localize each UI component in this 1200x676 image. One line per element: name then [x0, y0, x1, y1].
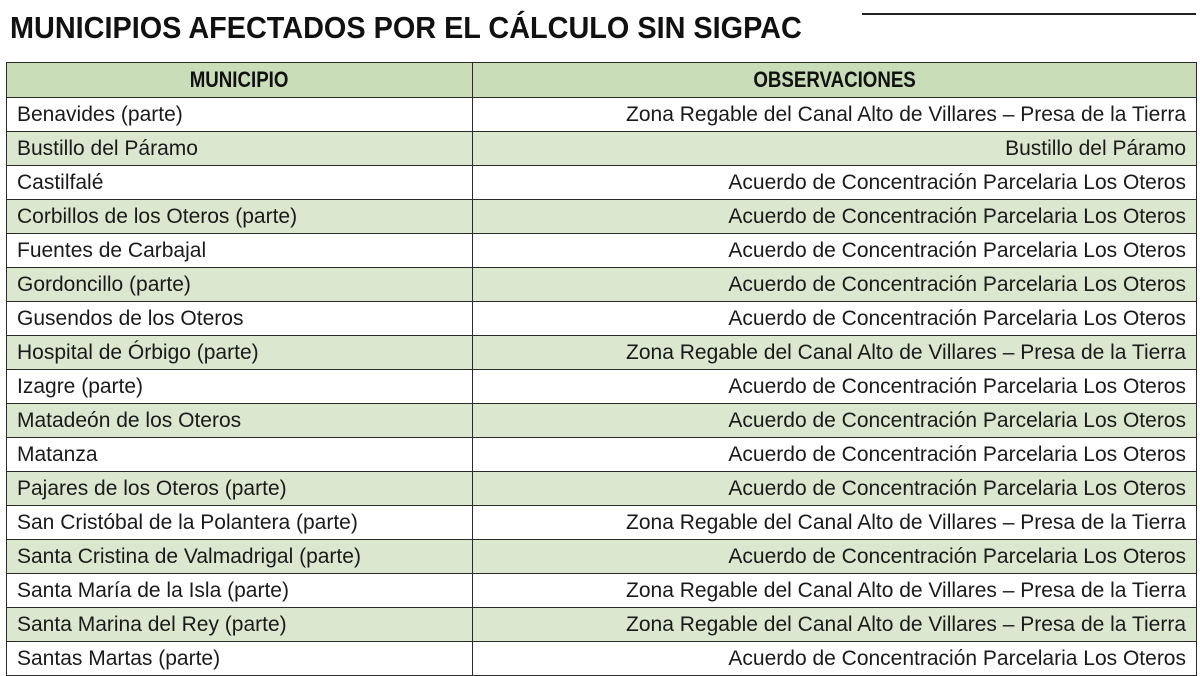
cell-municipio: Fuentes de Carbajal	[7, 234, 473, 268]
cell-observaciones: Acuerdo de Concentración Parcelaria Los Oteros	[473, 234, 1197, 268]
cell-municipio: Castilfalé	[7, 166, 473, 200]
cell-municipio: Bustillo del Páramo	[7, 132, 473, 166]
cell-observaciones: Zona Regable del Canal Alto de Villares – Presa de la Tierra	[473, 506, 1197, 540]
column-header-observaciones: OBSERVACIONES	[473, 63, 1197, 98]
column-header-municipio: MUNICIPIO	[7, 63, 473, 98]
table-row	[7, 166, 1197, 200]
cell-municipio: San Cristóbal de la Polantera (parte)	[7, 506, 473, 540]
municipios-table	[6, 62, 1197, 676]
table-row	[7, 540, 1197, 574]
cell-municipio: Santas Martas (parte)	[7, 642, 473, 676]
cell-observaciones: Acuerdo de Concentración Parcelaria Los Oteros	[473, 438, 1197, 472]
table-row	[7, 200, 1197, 234]
cell-observaciones: Zona Regable del Canal Alto de Villares – Presa de la Tierra	[473, 336, 1197, 370]
cell-observaciones: Acuerdo de Concentración Parcelaria Los Oteros	[473, 540, 1197, 574]
cell-municipio: Santa Cristina de Valmadrigal (parte)	[7, 540, 473, 574]
table-body	[7, 98, 1197, 676]
table-row	[7, 574, 1197, 608]
cell-observaciones: Acuerdo de Concentración Parcelaria Los Oteros	[473, 404, 1197, 438]
table-row	[7, 98, 1197, 132]
cell-observaciones: Acuerdo de Concentración Parcelaria Los Oteros	[473, 268, 1197, 302]
table-row	[7, 268, 1197, 302]
cell-municipio: Santa Marina del Rey (parte)	[7, 608, 473, 642]
table-row	[7, 472, 1197, 506]
cell-observaciones: Acuerdo de Concentración Parcelaria Los Oteros	[473, 166, 1197, 200]
cell-observaciones: Zona Regable del Canal Alto de Villares – Presa de la Tierra	[473, 98, 1197, 132]
cell-municipio: Benavides (parte)	[7, 98, 473, 132]
cell-municipio: Izagre (parte)	[7, 370, 473, 404]
cell-observaciones: Acuerdo de Concentración Parcelaria Los Oteros	[473, 200, 1197, 234]
cell-observaciones: Acuerdo de Concentración Parcelaria Los Oteros	[473, 302, 1197, 336]
table-row	[7, 302, 1197, 336]
cell-municipio: Matanza	[7, 438, 473, 472]
table-row	[7, 132, 1197, 166]
cell-observaciones: Acuerdo de Concentración Parcelaria Los Oteros	[473, 472, 1197, 506]
table-header-row	[7, 63, 1197, 98]
table-row	[7, 642, 1197, 676]
cell-observaciones: Acuerdo de Concentración Parcelaria Los Oteros	[473, 642, 1197, 676]
table-row	[7, 336, 1197, 370]
cell-observaciones: Zona Regable del Canal Alto de Villares – Presa de la Tierra	[473, 608, 1197, 642]
cell-municipio: Gordoncillo (parte)	[7, 268, 473, 302]
table-row	[7, 438, 1197, 472]
title-rule	[862, 13, 1196, 15]
table-row	[7, 234, 1197, 268]
page-title: MUNICIPIOS AFECTADOS POR EL CÁLCULO SIN SIGPAC	[10, 10, 802, 45]
cell-observaciones: Acuerdo de Concentración Parcelaria Los Oteros	[473, 370, 1197, 404]
cell-observaciones: Zona Regable del Canal Alto de Villares – Presa de la Tierra	[473, 574, 1197, 608]
table-row	[7, 608, 1197, 642]
cell-municipio: Santa María de la Isla (parte)	[7, 574, 473, 608]
cell-observaciones: Bustillo del Páramo	[473, 132, 1197, 166]
cell-municipio: Pajares de los Oteros (parte)	[7, 472, 473, 506]
cell-municipio: Corbillos de los Oteros (parte)	[7, 200, 473, 234]
cell-municipio: Hospital de Órbigo (parte)	[7, 336, 473, 370]
cell-municipio: Gusendos de los Oteros	[7, 302, 473, 336]
table-row	[7, 370, 1197, 404]
cell-municipio: Matadeón de los Oteros	[7, 404, 473, 438]
table-row	[7, 404, 1197, 438]
table-row	[7, 506, 1197, 540]
